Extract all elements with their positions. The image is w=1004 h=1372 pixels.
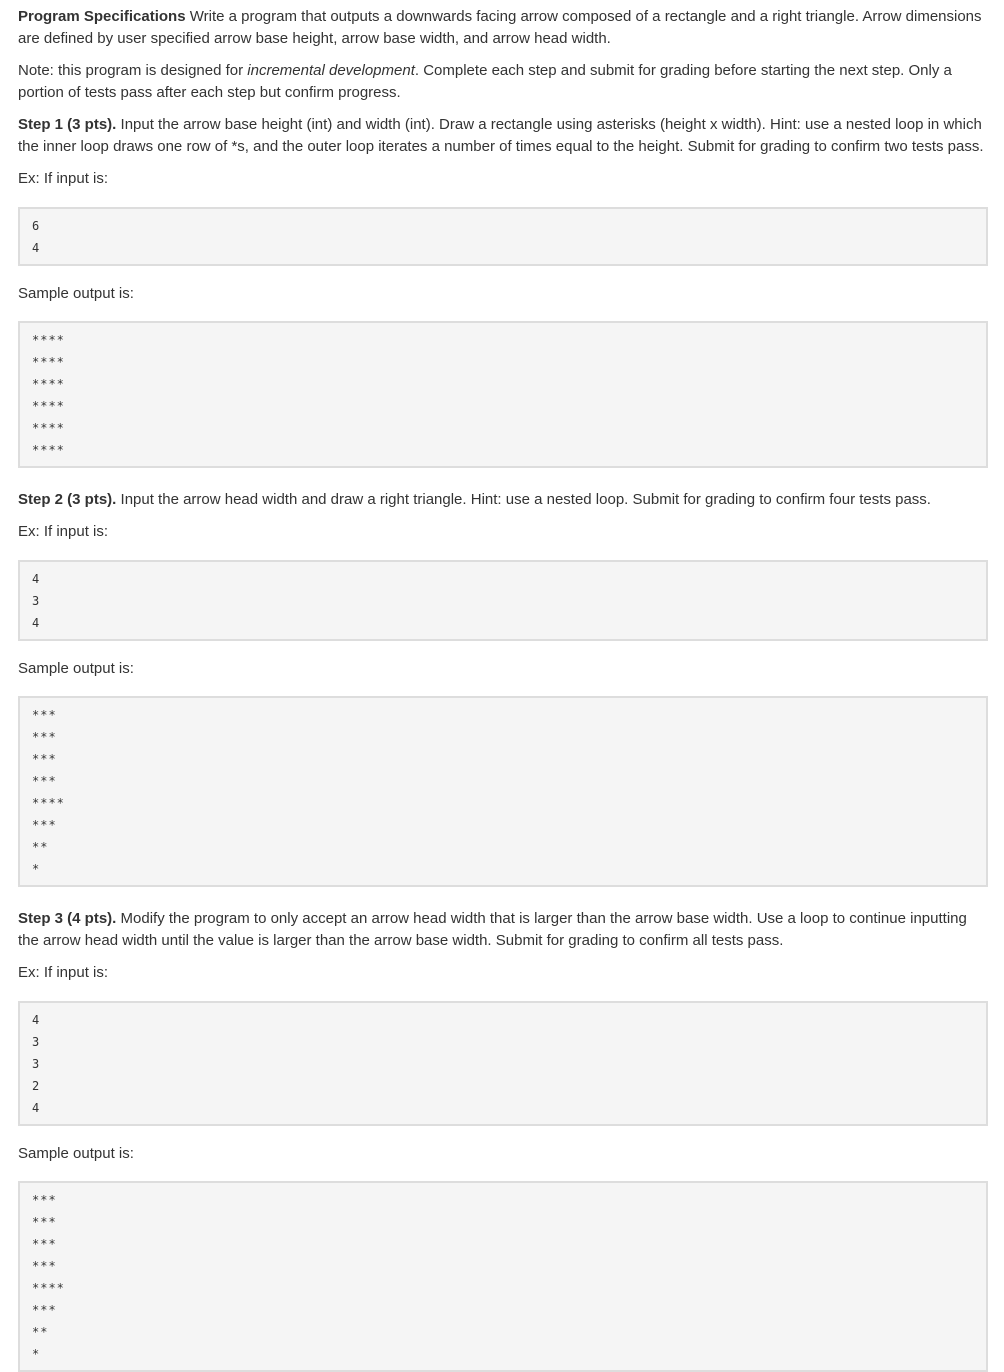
step-2-section [18, 489, 987, 887]
step-2-output-line: *** [32, 730, 57, 744]
step-1-description [18, 114, 987, 158]
step-3-section [18, 908, 987, 1372]
step-3-input-line: 4 [32, 1013, 40, 1027]
step-3-input-line: 2 [32, 1079, 40, 1093]
step-2-output-line: *** [32, 774, 57, 788]
step-2-input-line: 4 [32, 572, 40, 586]
step-1-heading: Step 1 (3 pts). [18, 116, 117, 133]
step-3-description [18, 908, 987, 952]
step-3-output-line: ** [32, 1325, 49, 1339]
step-2-output-line: * [32, 862, 41, 876]
note-suffix: . Complete each step and submit for grading before starting the next step. Only a portion of tests pass after each step but confirm progress. [18, 62, 952, 101]
note-prefix: Note: this program is designed for [18, 62, 248, 79]
step-1-output-line: **** [32, 355, 65, 369]
step-2-input-label: Ex: If input is: [18, 523, 109, 540]
step-2-output-line: **** [32, 796, 65, 810]
step-3-output-line: * [32, 1347, 41, 1361]
step-2-output-line: *** [32, 752, 57, 766]
step-2-description [18, 489, 987, 511]
step-2-heading: Step 2 (3 pts). [18, 491, 117, 508]
intro-heading: Program Specifications [18, 8, 186, 25]
step-3-output-line: *** [32, 1259, 57, 1273]
step-3-output-line: **** [32, 1281, 65, 1295]
step-1-output-box [18, 321, 988, 468]
step-1-input-label: Ex: If input is: [18, 170, 109, 187]
step-1-input-box [18, 207, 988, 266]
step-1-output-label: Sample output is: [18, 285, 134, 302]
intro-paragraph [18, 6, 987, 50]
step-3-input-line: 3 [32, 1057, 40, 1071]
step-3-output-line: *** [32, 1215, 57, 1229]
step-1-output-line: **** [32, 399, 65, 413]
step-1-output-line: **** [32, 333, 65, 347]
step-1-output-line: **** [32, 443, 65, 457]
step-2-output-box [18, 696, 988, 887]
step-3-input-label: Ex: If input is: [18, 964, 109, 981]
note-paragraph [18, 60, 987, 104]
intro-text: Write a program that outputs a downwards facing arrow composed of a rectangle and a right triangle. Arrow dimensions are defined by user specified arrow base height, arrow base width, and arrow head width. [18, 8, 982, 47]
step-3-output-line: *** [32, 1303, 57, 1317]
step-1-section [18, 114, 987, 468]
step-3-heading: Step 3 (4 pts). [18, 910, 117, 927]
step-3-output-box [18, 1181, 988, 1372]
step-3-input-box [18, 1001, 988, 1126]
step-1-text: Input the arrow base height (int) and width (int). Draw a rectangle using asterisks (height x width). Hint: use a nested loop in which the inner loop draws one row of *s, and the outer loop iterates a number of times equal to the height. Submit for grading to confirm two tests pass. [18, 116, 984, 155]
step-2-output-line: *** [32, 708, 57, 722]
step-1-input-line: 4 [32, 241, 40, 255]
step-2-output-label: Sample output is: [18, 660, 134, 677]
step-3-input-line: 3 [32, 1035, 40, 1049]
step-2-text: Input the arrow head width and draw a right triangle. Hint: use a nested loop. Submit for grading to confirm four tests pass. [116, 491, 931, 508]
step-1-output-line: **** [32, 377, 65, 391]
step-1-output-line: **** [32, 421, 65, 435]
step-2-input-line: 3 [32, 594, 40, 608]
step-3-output-line: *** [32, 1193, 57, 1207]
step-2-output-line: *** [32, 818, 57, 832]
step-2-output-line: ** [32, 840, 49, 854]
step-3-output-line: *** [32, 1237, 57, 1251]
step-2-input-box [18, 560, 988, 641]
step-2-input-line: 4 [32, 616, 40, 630]
step-3-input-line: 4 [32, 1101, 40, 1115]
step-1-input-line: 6 [32, 219, 40, 233]
note-emphasis: incremental development [247, 62, 415, 79]
step-3-output-label: Sample output is: [18, 1145, 134, 1162]
step-3-text: Modify the program to only accept an arrow head width that is larger than the arrow base width. Use a loop to continue inputting the arrow head width until the value is larger than the arrow base width. Submit for grading to confirm all tests pass. [18, 910, 967, 949]
